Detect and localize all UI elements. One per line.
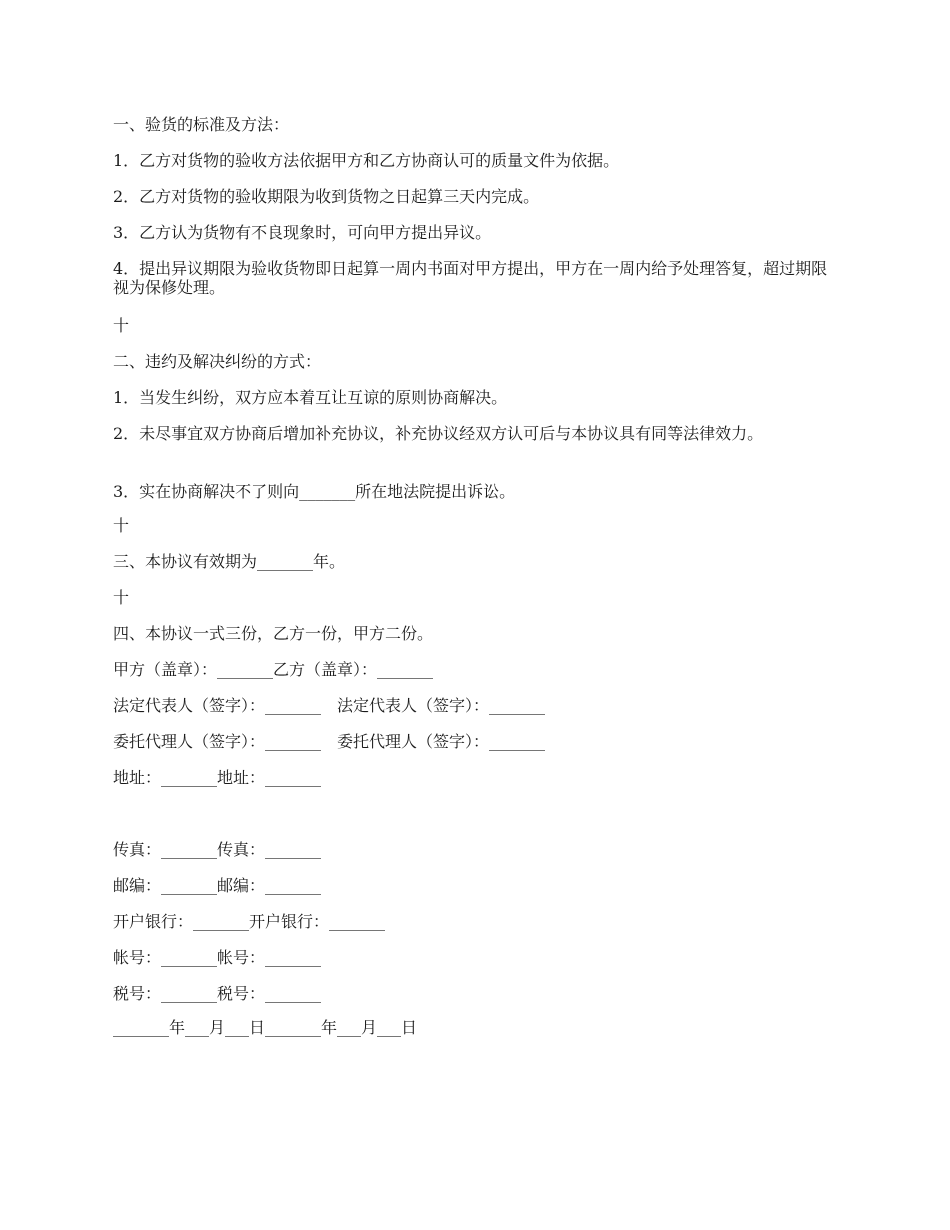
fax-line: 传真：_______传真：_______ <box>113 840 322 859</box>
separator-2: 十 <box>113 516 130 535</box>
legal-rep-line: 法定代表人（签字）：_______ 法定代表人（签字）：_______ <box>113 696 546 715</box>
account-line: 帐号：_______帐号：_______ <box>113 948 322 967</box>
postcode-line: 邮编：_______邮编：_______ <box>113 876 322 895</box>
section-4-text: 四、本协议一式三份，乙方一份，甲方二份。 <box>113 624 434 643</box>
separator-3: 十 <box>113 588 130 607</box>
tax-id-line: 税号：_______税号：_______ <box>113 984 322 1003</box>
clause-1-1: 1．乙方对货物的验收方法依据甲方和乙方协商认可的质量文件为依据。 <box>113 151 620 170</box>
clause-2-2: 2．未尽事宜双方协商后增加补充协议，补充协议经双方认可后与本协议具有同等法律效力。 <box>113 424 764 443</box>
seal-line: 甲方（盖章）：_______乙方（盖章）：_______ <box>113 660 434 679</box>
clause-2-1: 1．当发生纠纷，双方应本着互让互谅的原则协商解决。 <box>113 388 508 407</box>
clause-2-3: 3．实在协商解决不了则向_______所在地法院提出诉讼。 <box>113 482 516 501</box>
date-line: _______年___月___日_______年___月___日 <box>113 1018 418 1037</box>
clause-1-2: 2．乙方对货物的验收期限为收到货物之日起算三天内完成。 <box>113 187 540 206</box>
clause-1-3: 3．乙方认为货物有不良现象时，可向甲方提出异议。 <box>113 223 492 242</box>
agent-line: 委托代理人（签字）：_______ 委托代理人（签字）：_______ <box>113 732 546 751</box>
section-2-heading: 二、违约及解决纠纷的方式： <box>113 352 322 371</box>
bank-line: 开户银行：_______开户银行：_______ <box>113 912 386 931</box>
separator-1: 十 <box>113 316 130 335</box>
section-3-text: 三、本协议有效期为_______年。 <box>113 552 346 571</box>
address-line: 地址：_______地址：_______ <box>113 768 322 787</box>
clause-1-4: 4．提出异议期限为验收货物即日起算一周内书面对甲方提出，甲方在一周内给予处理答复，超过期限视为保修处理。 <box>113 259 828 297</box>
section-1-heading: 一、验货的标准及方法： <box>113 115 290 134</box>
